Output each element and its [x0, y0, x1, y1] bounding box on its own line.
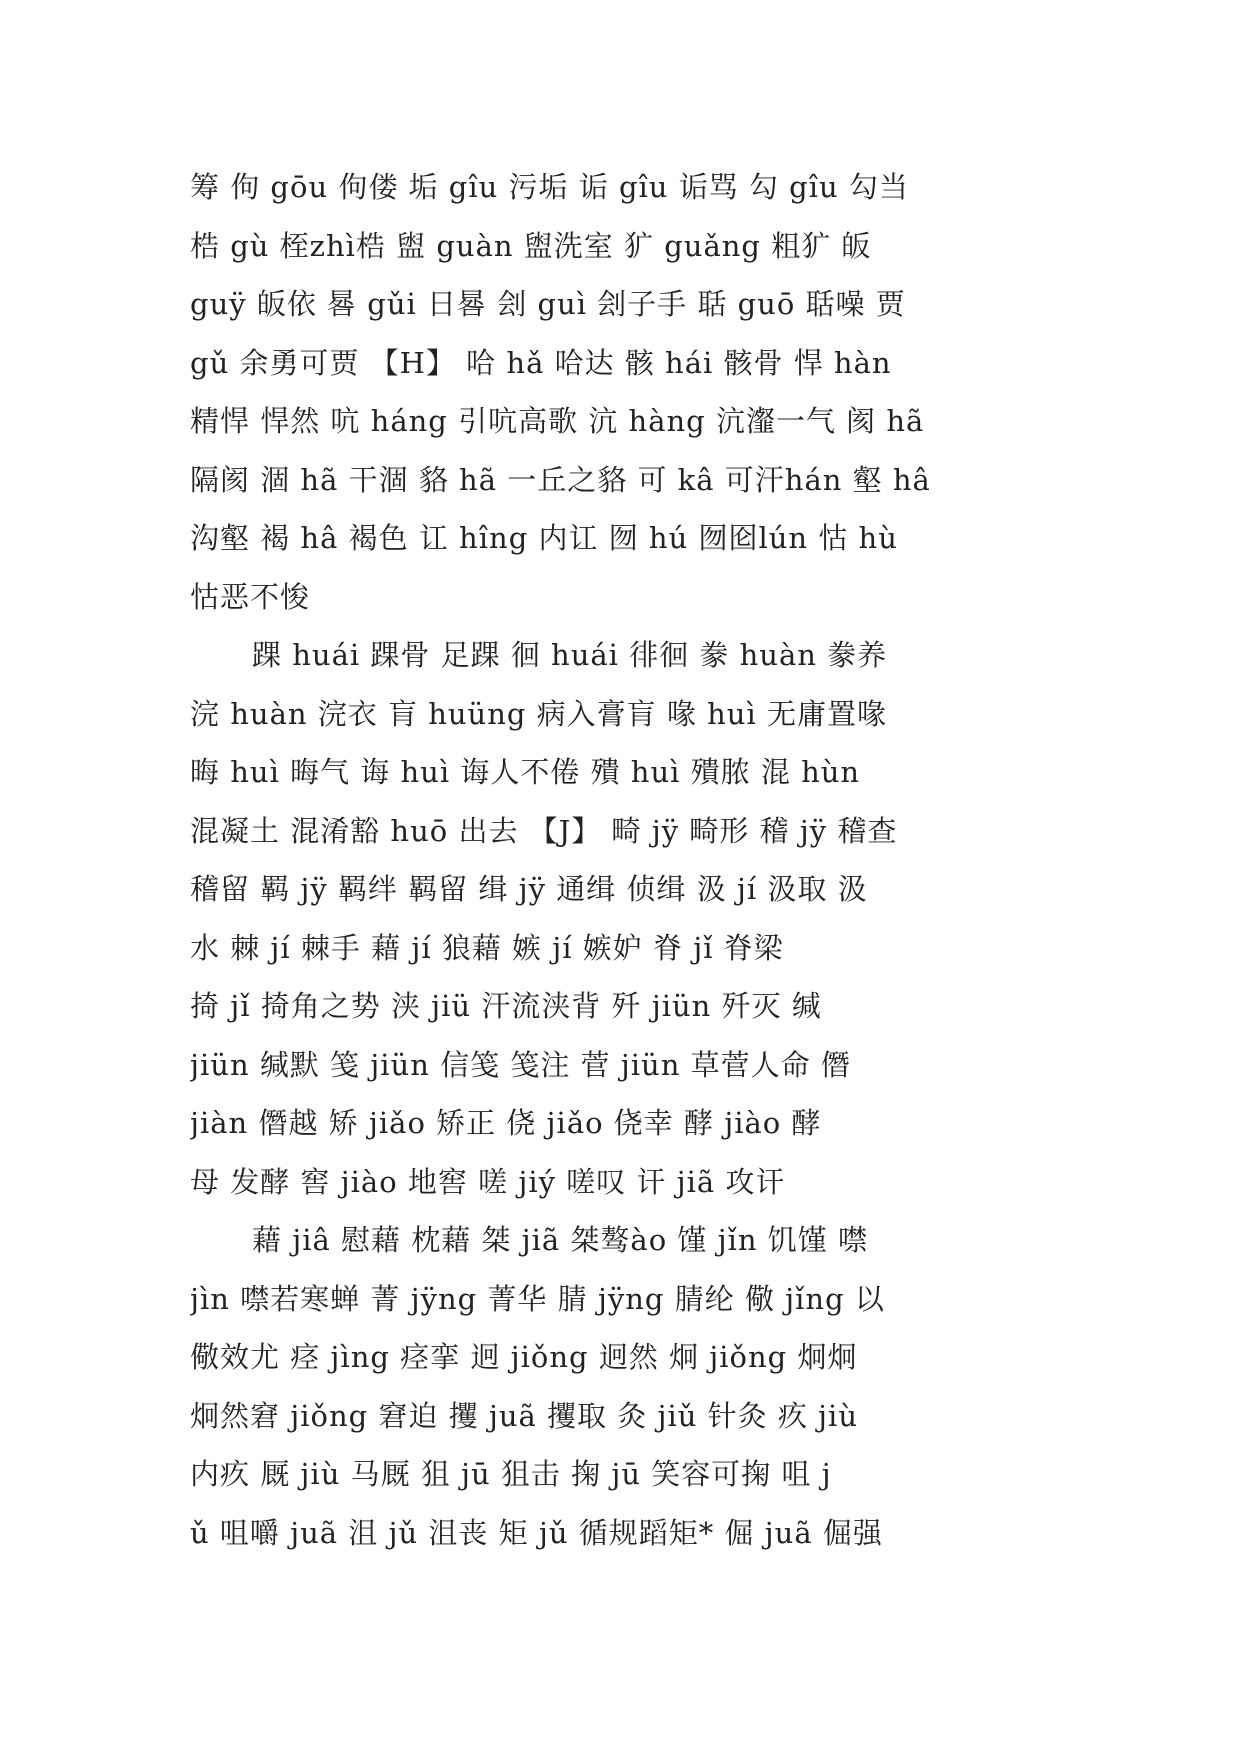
text-line: 内疚 厩 jiù 马厩 狙 jū 狙击 掬 jū 笑容可掬 咀 j — [190, 1457, 832, 1491]
paragraph-j-continued — [190, 1211, 1060, 1562]
text-line: guÿ 皈依 晷 gǔi 日晷 刽 guì 刽子手 聒 guō 聒噪 贾 — [190, 287, 906, 321]
paragraph-h-section — [190, 158, 1060, 626]
body-text — [190, 158, 1060, 1562]
text-line: 隔阂 涸 hã 干涸 貉 hã 一丘之貉 可 kâ 可汗hán 壑 hâ — [190, 462, 931, 497]
text-line: 水 棘 jí 棘手 藉 jí 狼藉 嫉 jí 嫉妒 脊 jǐ 脊梁 — [190, 930, 784, 965]
text-line: jìn 噤若寒蝉 菁 jÿng 菁华 腈 jÿng 腈纶 儆 jǐng 以 — [190, 1281, 885, 1316]
text-line: jiün 缄默 笺 jiün 信笺 笺注 菅 jiün 草菅人命 僭 — [190, 1047, 851, 1082]
text-line: 梏 gù 桎zhì梏 盥 guàn 盥洗室 犷 guǎng 粗犷 皈 — [190, 228, 872, 263]
text-line: 沟壑 褐 hâ 褐色 讧 hîng 内讧 囫 hú 囫囵lún 怙 hù — [190, 521, 898, 555]
text-line: gǔ 余勇可贾 【H】 哈 hǎ 哈达 骸 hái 骸骨 悍 hàn — [190, 345, 892, 380]
text-line: jiàn 僭越 矫 jiǎo 矫正 侥 jiǎo 侥幸 酵 jiào 酵 — [190, 1106, 822, 1140]
text-line: 筹 佝 gōu 佝偻 垢 gîu 污垢 诟 gîu 诟骂 勾 gîu 勾当 — [190, 170, 909, 204]
text-line: 怙恶不悛 — [190, 579, 311, 614]
text-line: ǔ 咀嚼 juã 沮 jǔ 沮丧 矩 jǔ 循规蹈矩* 倔 juã 倔强 — [190, 1515, 883, 1550]
text-line: 浣 huàn 浣衣 肓 huüng 病入膏肓 喙 huì 无庸置喙 — [190, 696, 887, 731]
text-line: 掎 jǐ 掎角之势 浃 jiü 汗流浃背 歼 jiün 歼灭 缄 — [190, 989, 822, 1023]
text-line: 炯然窘 jiǒng 窘迫 攫 juã 攫取 灸 jiǔ 针灸 疚 jiù — [190, 1398, 858, 1433]
text-line: 稽留 羁 jÿ 羁绊 羁留 缉 jÿ 通缉 侦缉 汲 jí 汲取 汲 — [190, 872, 868, 906]
text-line: 藉 jiâ 慰藉 枕藉 桀 jiã 桀骜ào 馑 jǐn 饥馑 噤 — [252, 1223, 868, 1257]
text-line: 混凝土 混淆豁 huō 出去 【J】 畸 jÿ 畸形 稽 jÿ 稽查 — [190, 813, 898, 848]
text-line: 晦 huì 晦气 诲 huì 诲人不倦 殨 huì 殨脓 混 hùn — [190, 755, 861, 789]
text-line: 母 发酵 窖 jiào 地窖 嗟 jiý 嗟叹 讦 jiã 攻讦 — [190, 1164, 786, 1199]
text-line: 踝 huái 踝骨 足踝 徊 huái 徘徊 豢 huàn 豢养 — [252, 638, 888, 672]
text-line: 儆效尤 痉 jìng 痉挛 迥 jiǒng 迥然 炯 jiǒng 炯炯 — [190, 1340, 858, 1374]
paragraph-j-section — [190, 626, 1060, 1211]
text-line: 精悍 悍然 吭 háng 引吭高歌 沆 hàng 沆瀣一气 阂 hã — [190, 404, 925, 438]
